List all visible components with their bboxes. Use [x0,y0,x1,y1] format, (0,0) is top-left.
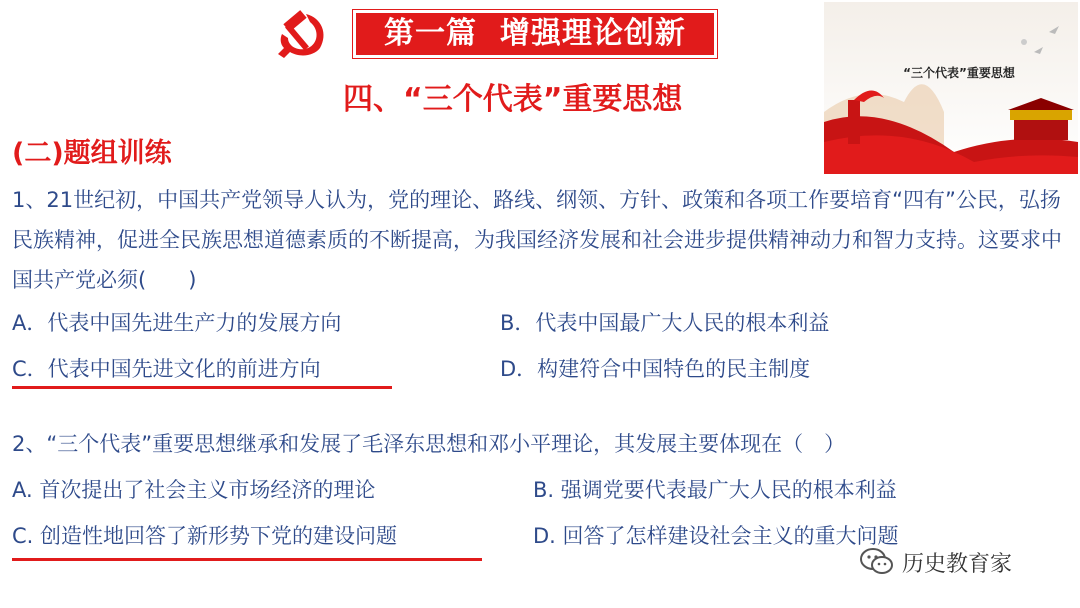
section-title: 四、“三个代表”重要思想 [343,82,683,117]
chapter-title: 第一篇 增强理论创新 [353,10,717,58]
exercise-subtitle: (二)题组训练 [12,138,172,169]
banner-caption: “三个代表”重要思想 [903,66,1015,80]
question-2-option-d: D. 回答了怎样建设社会主义的重大问题 [533,524,899,548]
question-1-option-d: D．构建符合中国特色的民主制度 [500,357,811,381]
question-1-option-c: C．代表中国先进文化的前进方向 [12,357,321,381]
question-2-stem: 2、“三个代表”重要思想继承和发展了毛泽东思想和邓小平理论，其发展主要体现在（ ） [12,432,846,456]
question-2-answer-underline [12,558,482,561]
question-1-stem: 1、21世纪初，中国共产党领导人认为，党的理论、路线、纲领、方针、政策和各项工作要培育“四有”公民，弘扬民族精神，促进全民族思想道德素质的不断提高，为我国经济发展和社会进步提供精神动力和智力支持。这要求中国共产党必须( ) [12,188,1062,292]
hammer-sickle-emblem-icon [270,8,334,60]
question-2-option-b: B. 强调党要代表最广大人民的根本利益 [533,478,897,502]
question-1-option-b: B．代表中国最广大人民的根本利益 [500,311,830,335]
banner-image [824,2,1078,174]
question-2-option-c: C. 创造性地回答了新形势下党的建设问题 [12,524,398,548]
watermark-text: 历史教育家 [902,551,1013,577]
watermark [860,542,1012,582]
question-2-option-a: A. 首次提出了社会主义市场经济的理论 [12,478,376,502]
wechat-icon [860,547,894,577]
question-1-answer-underline [12,386,392,389]
question-1-option-a: A．代表中国先进生产力的发展方向 [12,311,342,335]
